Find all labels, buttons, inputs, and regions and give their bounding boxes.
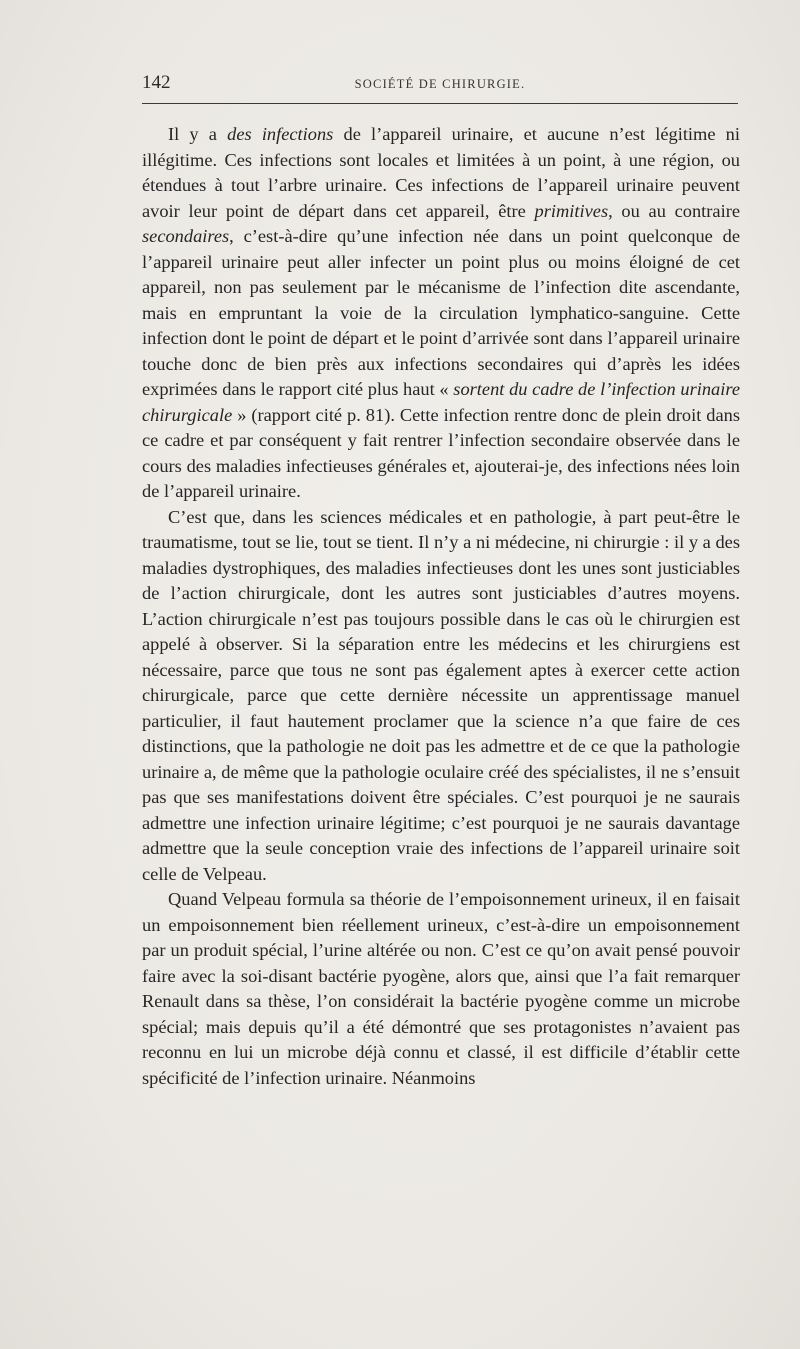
body-text xyxy=(142,122,740,1091)
italic-run: des infections xyxy=(227,124,334,144)
text-run: Il y a xyxy=(168,124,228,144)
italic-run: secondaires xyxy=(142,226,230,246)
italic-run: sortent du cadre de l’infection urinaire chirurgicale xyxy=(142,379,740,425)
page-header xyxy=(142,72,738,100)
header-rule xyxy=(142,103,738,104)
text-run: de l’appareil urinaire, et aucune n’est légitime ni illégitime. Ces infections sont locales et limitées à un point, à une région, ou étendues à tout l’arbre urinaire. Ces infections de l’appareil urinaire peuvent avoir leur point de départ dans cet appareil, être xyxy=(142,124,740,221)
text-run: Quand Velpeau formula sa théorie de l’empoisonnement urineux, il en faisait un empoisonnement bien réellement urineux, c’est-à-dire un empoisonnement par un produit spécial, l’urine altérée ou non. C’est ce qu’on avait pensé pouvoir faire avec la soi-disant bactérie pyogène, alors que, ainsi que l’a fait remarquer Renault dans sa thèse, l’on considérait la bactérie pyogène comme un microbe spécial; mais depuis qu’il a été démontré que ses protagonistes n’avaient pas reconnu en lui un microbe déjà connu et classé, il est difficile d’établir cette spécificité de l’infection urinaire. Néanmoins xyxy=(142,889,740,1088)
running-title: SOCIÉTÉ DE CHIRURGIE. xyxy=(354,77,526,91)
italic-run: primitives xyxy=(534,200,609,221)
paragraph xyxy=(142,122,740,505)
paragraph xyxy=(142,505,740,888)
text-run: C’est que, dans les sciences médicales et en pathologie, à part peut-être le traumatisme, tout se lie, tout se tient. Il n’y a ni médecine, ni chirurgie : il y a des maladies dystrophiques, des maladies infectieuses dont les unes sont justiciables de l’action chirurgicale, dont les autres sont justiciables d’autres moyens. L’action chirurgicale n’est pas toujours possible dans le cas où le chirurgien est appelé à observer. Si la séparation entre les médecins et les chirurgiens est nécessaire, parce que tous ne sont pas également aptes à exercer cette action chirurgicale, parce que cette dernière nécessite un apprentissage manuel particulier, il faut hautement proclamer que la science n’a que faire de ces distinctions, que la pathologie ne doit pas les admettre et de ce que la pathologie urinaire a, de même que la pathologie oculaire créé des spécialistes, il ne s’ensuit pas que ses manifestations doivent être spéciales. C’est pourquoi je ne saurais admettre une infection urinaire légitime; c’est pourquoi je ne saurais davantage admettre que la seule conception vraie des infections de l’appareil urinaire soit celle de Velpeau. xyxy=(142,506,740,884)
page-number: 142 xyxy=(142,72,171,93)
text-run: , ou au contraire xyxy=(608,200,740,221)
text-run: » (rapport cité p. 81). Cette infection rentre donc de plein droit dans ce cadre et par conséquent y fait rentrer l’infection secondaire observée dans le cours des maladies infectieuses générales et, ajouterai-je, des infections nées loin de l’appareil urinaire. xyxy=(142,404,740,501)
text-run: , c’est-à-dire qu’une infection née dans un point quelconque de l’appareil urinaire peut aller infecter un point plus ou moins éloigné de cet appareil, non pas seulement par le mécanisme de l’infection dite ascendante, mais en empruntant la voie de la circulation lymphatico-sanguine. Cette infection dont le point de départ et le point d’arrivée sont dans l’appareil urinaire touche donc de bien près aux infections secondaires qui d’après les idées exprimées dans le rapport cité plus haut « xyxy=(142,226,740,399)
paragraph xyxy=(142,887,740,1091)
